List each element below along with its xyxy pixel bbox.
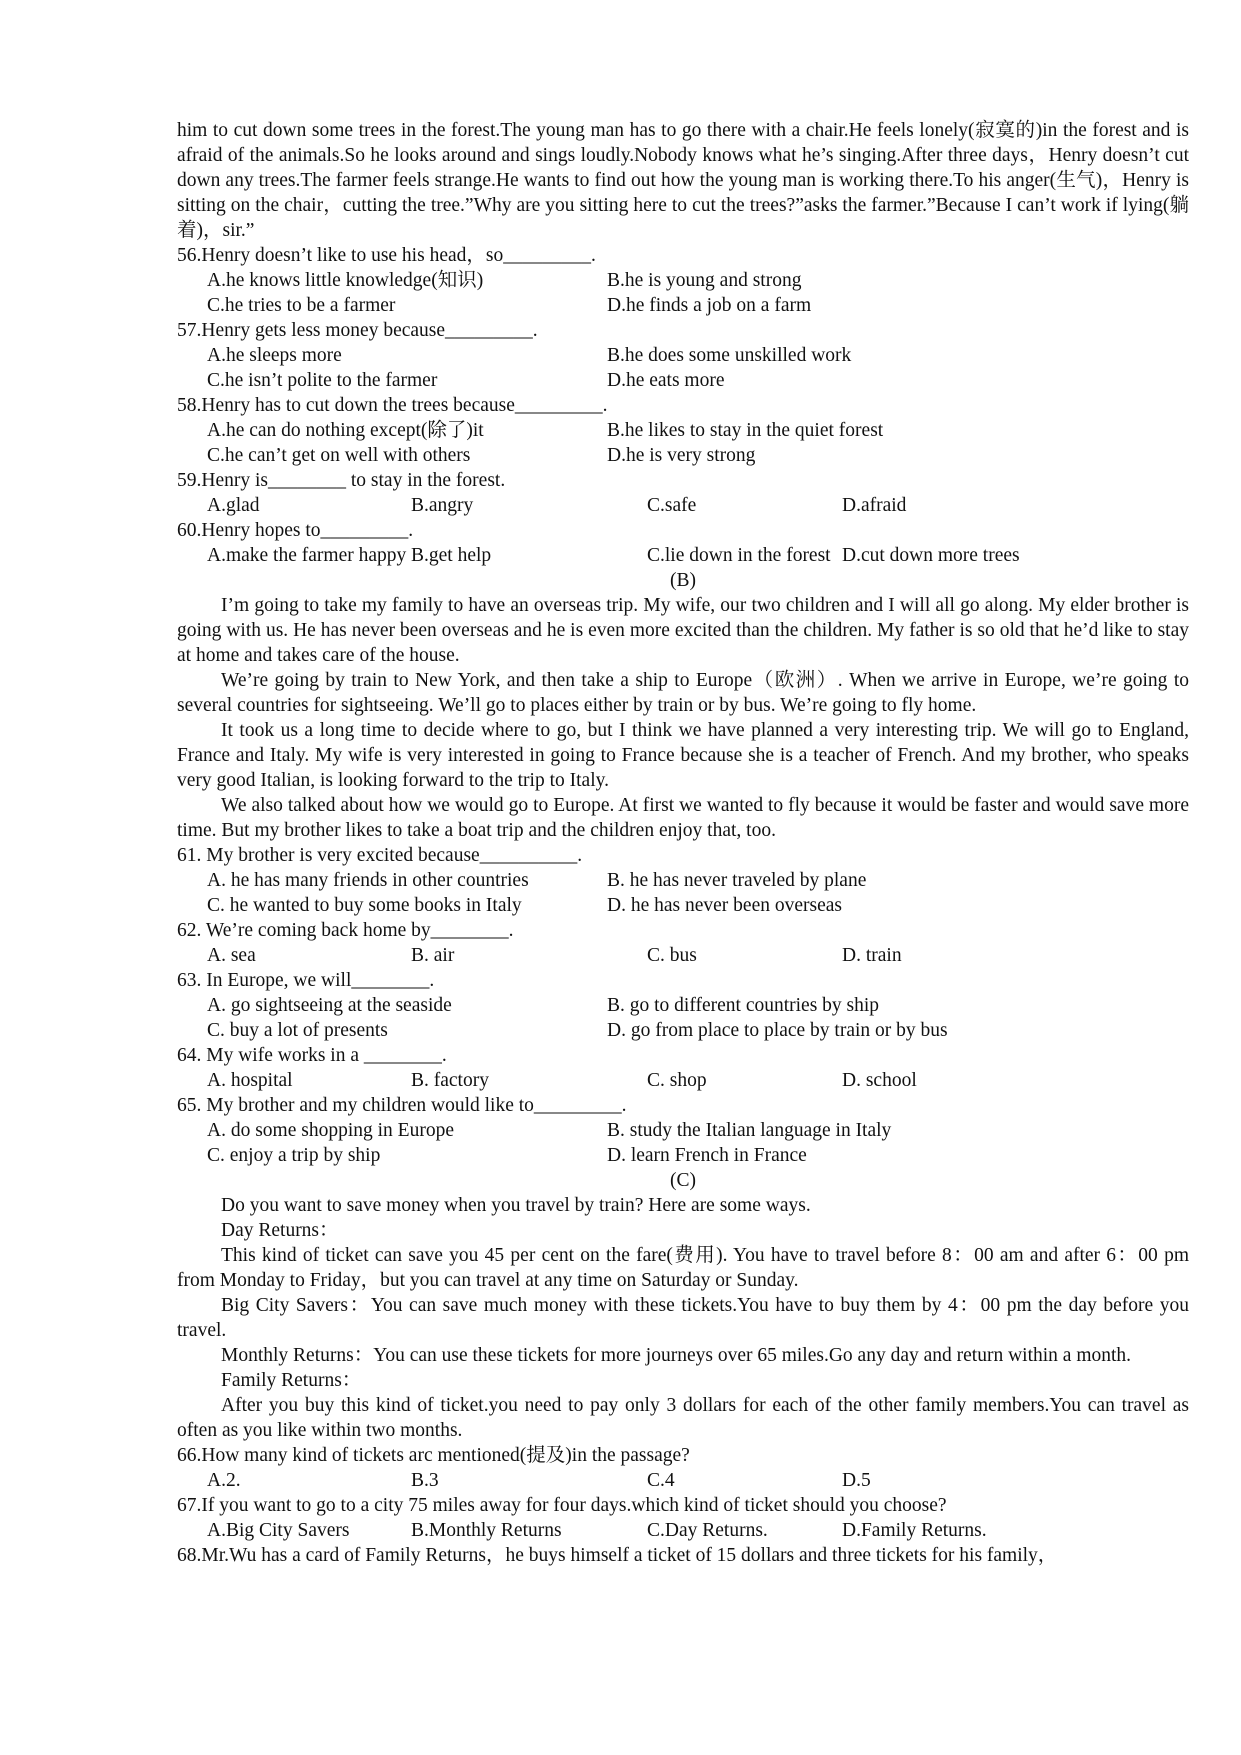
- paragraph: Monthly Returns：You can use these tickets for more journeys over 65 miles.Go any day and return within a month.: [221, 1345, 1132, 1366]
- answer-option: C.safe: [647, 495, 697, 516]
- paragraph: I’m going to take my family to have an overseas trip. My wife, our two children and I will all go along. My elder brother is going with us. He has never been overseas and he is even more excited than the children. My father is so old that he’d like to stay at home and takes care of the house.: [177, 595, 1189, 666]
- passage-c: [177, 1193, 1189, 1443]
- question-stem: 62. We’re coming back home by________.: [177, 920, 514, 941]
- paragraph: We’re going by train to New York, and then take a ship to Europe（欧洲）. When we arrive in Europe, we’re going to several countries for sightseeing. We’ll go to places either by train or by bus. We’re going to fly home.: [177, 670, 1189, 716]
- options-row: [177, 1518, 1189, 1543]
- question-stem: 65. My brother and my children would like to_________.: [177, 1095, 627, 1116]
- answer-option: C.Day Returns.: [647, 1520, 768, 1541]
- questions-a: [177, 243, 1189, 568]
- options-row: [177, 368, 1189, 393]
- answer-option: C.he isn’t polite to the farmer: [207, 370, 438, 391]
- answer-option: D.he is very strong: [607, 445, 756, 466]
- question-stem: 60.Henry hopes to_________.: [177, 520, 414, 541]
- options-row: [177, 343, 1189, 368]
- paragraph: Day Returns：: [221, 1220, 339, 1241]
- paragraph: After you buy this kind of ticket.you need to pay only 3 dollars for each of the other family members.You can travel as often as you like within two months.: [177, 1395, 1189, 1441]
- answer-option: A.he sleeps more: [207, 345, 342, 366]
- options-row: [177, 868, 1189, 893]
- paragraph: Family Returns：: [221, 1370, 362, 1391]
- answer-option: A.2.: [207, 1470, 241, 1491]
- answer-option: D.Family Returns.: [842, 1520, 987, 1541]
- paragraph: This kind of ticket can save you 45 per cent on the fare(费用). You have to travel before 8：00 am and after 6：00 pm from Monday to Friday，but you can travel at any time on Saturday or Sunday.: [177, 1245, 1189, 1291]
- answer-option: B.angry: [411, 495, 474, 516]
- answer-option: C. he wanted to buy some books in Italy: [207, 895, 522, 916]
- options-row: [177, 893, 1189, 918]
- answer-option: B.Monthly Returns: [411, 1520, 562, 1541]
- answer-option: B.3: [411, 1470, 439, 1491]
- answer-option: D.5: [842, 1470, 871, 1491]
- options-row: [177, 418, 1189, 443]
- answer-option: B. study the Italian language in Italy: [607, 1120, 892, 1141]
- answer-option: B. factory: [411, 1070, 489, 1091]
- options-row: [177, 493, 1189, 518]
- answer-option: C.he can’t get on well with others: [207, 445, 471, 466]
- answer-option: A. he has many friends in other countries: [207, 870, 529, 891]
- passage-b: [177, 593, 1189, 843]
- paragraph: It took us a long time to decide where to go, but I think we have planned a very interesting trip. We will go to England, France and Italy. My wife is very interested in going to France because she is a teacher of French. And my brother, who speaks very good Italian, is looking forward to the trip to Italy.: [177, 720, 1189, 791]
- answer-option: D.he eats more: [607, 370, 725, 391]
- answer-option: D. learn French in France: [607, 1145, 807, 1166]
- question-stem: 57.Henry gets less money because_________.: [177, 320, 538, 341]
- answer-option: A.Big City Savers: [207, 1520, 350, 1541]
- answer-option: A.he knows little knowledge(知识): [207, 270, 484, 291]
- options-row: [177, 1068, 1189, 1093]
- options-row: [177, 268, 1189, 293]
- question-stem: 66.How many kind of tickets arc mentioned(提及)in the passage?: [177, 1445, 690, 1466]
- paragraph: Big City Savers：You can save much money with these tickets.You have to buy them by 4：00 pm the day before you travel.: [177, 1295, 1189, 1341]
- answer-option: A.make the farmer happy: [207, 545, 407, 566]
- answer-option: B. air: [411, 945, 455, 966]
- answer-option: B. he has never traveled by plane: [607, 870, 867, 891]
- question-stem: 64. My wife works in a ________.: [177, 1045, 447, 1066]
- questions-c: [177, 1443, 1189, 1568]
- question-stem: 56.Henry doesn’t like to use his head，so_________.: [177, 245, 596, 266]
- passage-a-tail: him to cut down some trees in the forest.The young man has to go there with a chair.He feels lonely(寂寞的)in the forest and is afraid of the animals.So he looks around and sings loudly.Nobody knows what he’s singing.After three days，Henry doesn’t cut down any trees.The farmer feels strange.He wants to find out how the young man is working there.To his anger(生气)，Henry is sitting on the chair，cutting the tree.”Why are you sitting here to cut the trees?”asks the farmer.”Because I can’t work if lying(躺着)，sir.”: [177, 120, 1189, 241]
- answer-option: C.lie down in the forest: [647, 545, 831, 566]
- answer-option: D. he has never been overseas: [607, 895, 842, 916]
- answer-option: D. school: [842, 1070, 917, 1091]
- section-heading-c: (C): [670, 1170, 696, 1191]
- answer-option: A.glad: [207, 495, 260, 516]
- questions-b: [177, 843, 1189, 1168]
- answer-option: A. hospital: [207, 1070, 293, 1091]
- answer-option: B.he is young and strong: [607, 270, 802, 291]
- options-row: [177, 1118, 1189, 1143]
- options-row: [177, 943, 1189, 968]
- question-stem: 58.Henry has to cut down the trees because_________.: [177, 395, 608, 416]
- answer-option: D.he finds a job on a farm: [607, 295, 812, 316]
- answer-option: C.4: [647, 1470, 675, 1491]
- answer-option: C. buy a lot of presents: [207, 1020, 388, 1041]
- options-row: [177, 293, 1189, 318]
- answer-option: B.he does some unskilled work: [607, 345, 852, 366]
- answer-option: C. shop: [647, 1070, 707, 1091]
- question-stem: 63. In Europe, we will________.: [177, 970, 435, 991]
- answer-option: D. go from place to place by train or by bus: [607, 1020, 948, 1041]
- answer-option: C.he tries to be a farmer: [207, 295, 396, 316]
- answer-option: D.afraid: [842, 495, 907, 516]
- answer-option: C. bus: [647, 945, 697, 966]
- answer-option: A.he can do nothing except(除了)it: [207, 420, 484, 441]
- paragraph: Do you want to save money when you travel by train? Here are some ways.: [221, 1195, 811, 1216]
- answer-option: B. go to different countries by ship: [607, 995, 880, 1016]
- answer-option: B.he likes to stay in the quiet forest: [607, 420, 884, 441]
- answer-option: B.get help: [411, 545, 492, 566]
- options-row: [177, 993, 1189, 1018]
- paragraph: We also talked about how we would go to Europe. At first we wanted to fly because it would be faster and would save more time. But my brother likes to take a boat trip and the children enjoy that, too.: [177, 795, 1189, 841]
- answer-option: D.cut down more trees: [842, 545, 1020, 566]
- options-row: [177, 443, 1189, 468]
- options-row: [177, 543, 1189, 568]
- options-row: [177, 1468, 1189, 1493]
- answer-option: C. enjoy a trip by ship: [207, 1145, 381, 1166]
- document-page: [177, 118, 1189, 1568]
- question-stem: 68.Mr.Wu has a card of Family Returns，he buys himself a ticket of 15 dollars and three tickets for his family，: [177, 1545, 1058, 1566]
- section-heading-b: (B): [670, 570, 696, 591]
- answer-option: A. sea: [207, 945, 256, 966]
- question-stem: 59.Henry is________ to stay in the forest.: [177, 470, 506, 491]
- options-row: [177, 1143, 1189, 1168]
- question-stem: 67.If you want to go to a city 75 miles away for four days.which kind of ticket should you choose?: [177, 1495, 947, 1516]
- question-stem: 61. My brother is very excited because__________.: [177, 845, 583, 866]
- options-row: [177, 1018, 1189, 1043]
- answer-option: A. do some shopping in Europe: [207, 1120, 454, 1141]
- answer-option: A. go sightseeing at the seaside: [207, 995, 452, 1016]
- answer-option: D. train: [842, 945, 902, 966]
